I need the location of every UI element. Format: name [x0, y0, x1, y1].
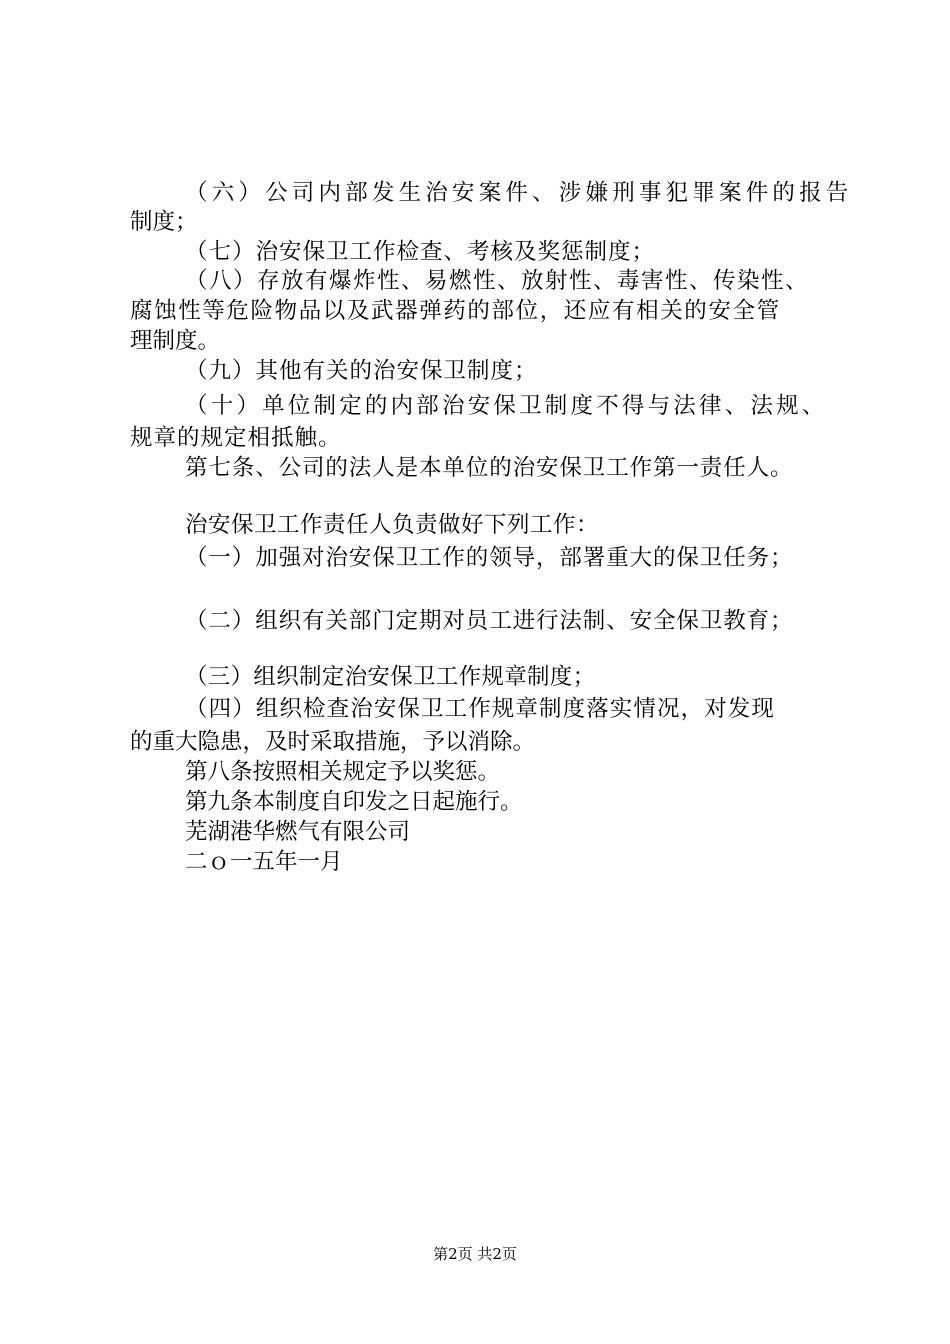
paragraph-line-16: 的重大隐患，及时采取措施，予以消除。: [130, 729, 536, 755]
paragraph-line-9: 规章的规定相抵触。: [130, 425, 342, 451]
paragraph-line-15: （四）组织检查治安保卫工作规章制度落实情况，对发现: [185, 696, 776, 722]
paragraph-line-7: （九）其他有关的治安保卫制度；: [185, 358, 538, 384]
paragraph-line-12: （一）加强对治安保卫工作的领导，部署重大的保卫任务；: [185, 545, 794, 571]
paragraph-line-8: （十）单位制定的内部治安保卫制度不得与法律、法规、: [185, 393, 828, 419]
paragraph-line-18: 第九条本制度自印发之日起施行。: [185, 789, 523, 815]
paragraph-line-3: （七）治安保卫工作检查、考核及奖惩制度；: [185, 239, 656, 265]
paragraph-line-2: 制度；: [130, 209, 198, 235]
paragraph-line-17: 第八条按照相关规定予以奖惩。: [185, 759, 501, 785]
paragraph-line-11: 治安保卫工作责任人负责做好下列工作：: [185, 512, 600, 538]
paragraph-line-14: （三）组织制定治安保卫工作规章制度；: [185, 664, 596, 690]
paragraph-line-5: 腐蚀性等危险物品以及武器弹药的部位，还应有相关的安全管: [130, 298, 781, 324]
paragraph-line-10: 第七条、公司的法人是本单位的治安保卫工作第一责任人。: [185, 455, 794, 481]
paragraph-line-13: （二）组织有关部门定期对员工进行法制、安全保卫教育；: [185, 608, 794, 634]
paragraph-line-6: 理制度。: [130, 328, 221, 354]
paragraph-line-4: （八）存放有爆炸性、易燃性、放射性、毒害性、传染性、: [185, 268, 810, 294]
document-date: 二ｏ一五年一月: [185, 849, 343, 875]
paragraph-line-1: （六）公司内部发生治安案件、涉嫌刑事犯罪案件的报告: [185, 180, 853, 206]
page-number-footer: 第2页 共2页: [433, 1245, 517, 1263]
company-signature: 芜湖港华燃气有限公司: [185, 819, 411, 845]
